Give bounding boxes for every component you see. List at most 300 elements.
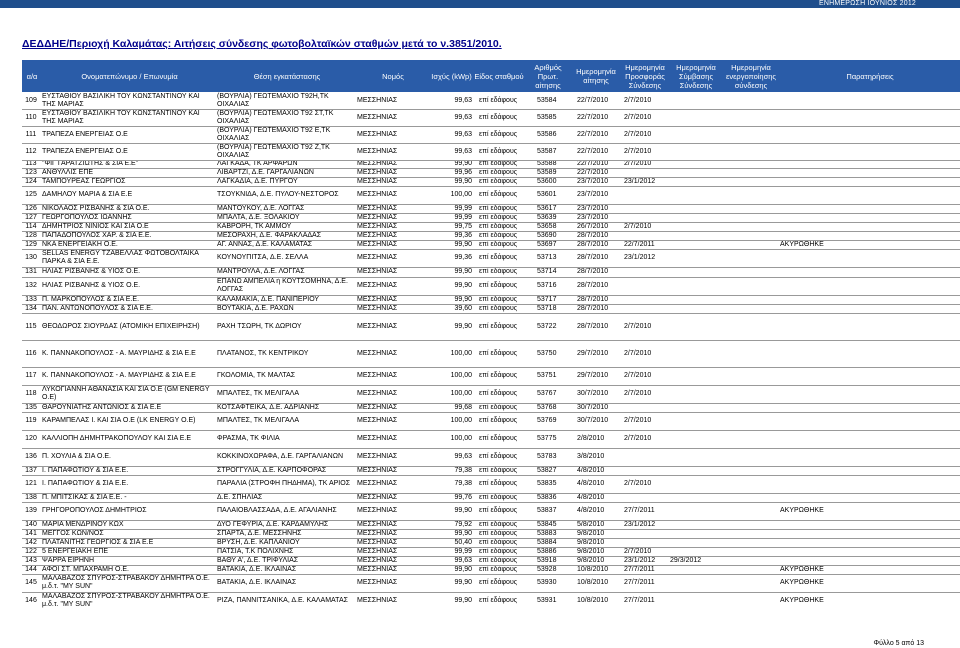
cell-power: 99,63 <box>454 130 472 138</box>
cell-notes <box>780 92 958 109</box>
cell-aa: 144 <box>25 565 37 573</box>
cell-type: επί εδάφους <box>479 507 518 514</box>
table-row <box>22 574 960 592</box>
cell-offer-date: 2/7/2010 <box>624 322 652 330</box>
cell-contract-date <box>670 313 720 340</box>
cell-app-date: 9/8/2010 <box>577 547 605 555</box>
cell-protocol: 53718 <box>537 304 557 312</box>
table-row <box>22 92 960 109</box>
cell-owner: ΤΑΜΠΟΥΡΕΑΣ ΓΕΩΡΓΙΟΣ <box>42 177 126 185</box>
cell-activation-date <box>722 502 778 520</box>
cell-protocol: 53658 <box>537 222 557 230</box>
cell-contract-date <box>670 267 720 277</box>
column-header-type: Είδος σταθμού <box>474 71 524 81</box>
cell-contract-date <box>670 304 720 313</box>
cell-activation-date <box>722 412 778 430</box>
cell-aa: 146 <box>25 597 37 604</box>
cell-power: 99,90 <box>454 240 472 248</box>
cell-owner: ΠΑΠΑΔΟΠΟΥΛΟΣ ΧΑΡ. & ΣΙΑ Ε.Ε. <box>42 231 152 239</box>
cell-aa: 116 <box>25 349 37 357</box>
cell-protocol: 53884 <box>537 538 557 546</box>
cell-prefecture: ΜΕΣΣΗΝΙΑΣ <box>357 390 398 397</box>
cell-power: 50,40 <box>454 538 472 546</box>
cell-prefecture: ΜΕΣΣΗΝΙΑΣ <box>357 493 398 501</box>
cell-owner: "ΦΙΓ ΓΑΡΑΤΖΙΩΤΗΣ & ΣΙΑ Ε.Ε" <box>42 160 139 167</box>
cell-activation-date <box>722 385 778 403</box>
cell-protocol: 53639 <box>537 213 557 221</box>
cell-offer-date <box>624 403 670 412</box>
cell-power: 99,63 <box>454 113 472 121</box>
cell-app-date: 4/8/2010 <box>577 507 605 514</box>
cell-location: ΜΠΑΛΤΕΣ, ΤΚ ΜΕΛΙΓΑΛΑ <box>217 390 299 397</box>
cell-type: επί εδάφους <box>479 453 518 460</box>
cell-aa: 130 <box>25 254 37 261</box>
cell-power: 99,63 <box>454 96 472 104</box>
table-row <box>22 204 960 213</box>
cell-owner: Κ. ΠΑΝΝΑΚΟΠΟΥΛΟΣ - Α. ΜΑΥΡΙΔΗΣ & ΣΙΑ Ε.Ε <box>42 349 196 357</box>
row-divider <box>22 340 960 341</box>
cell-activation-date <box>722 529 778 538</box>
cell-power: 39,60 <box>454 304 472 312</box>
cell-location: Δ.Ε. ΣΠΗΛΙΑΣ <box>217 493 263 501</box>
cell-notes <box>780 493 958 502</box>
cell-activation-date <box>722 126 778 143</box>
cell-owner: ΘΕΟΔΩΡΟΣ ΣΙΟΥΡΔΑΣ (ΑΤΟΜΙΚΗ ΕΠΙΧΕΙΡΗΣΗ) <box>42 322 200 330</box>
cell-protocol: 53751 <box>537 372 557 379</box>
cell-notes: ΑΚΥΡΩΘΗΚΕ <box>780 579 824 586</box>
cell-aa: 135 <box>25 403 37 411</box>
cell-protocol: 53589 <box>537 168 557 176</box>
cell-aa: 140 <box>25 520 37 528</box>
cell-prefecture: ΜΕΣΣΗΝΙΑΣ <box>357 268 398 275</box>
cell-aa: 128 <box>25 231 37 239</box>
row-divider <box>22 520 960 521</box>
row-divider <box>22 204 960 205</box>
table-row <box>22 231 960 240</box>
cell-prefecture: ΜΕΣΣΗΝΙΑΣ <box>357 435 398 442</box>
cell-offer-date <box>624 186 670 204</box>
row-divider <box>22 277 960 278</box>
cell-activation-date <box>722 475 778 493</box>
row-divider <box>22 295 960 296</box>
document-title: ΔΕΔΔΗΕ/Περιοχή Καλαμάτας: Αιτήσεις σύνδεσης φωτοβολταϊκών σταθμών μετά το ν.3851/2010. <box>22 38 502 50</box>
cell-offer-date: 2/7/2010 <box>624 435 652 442</box>
cell-protocol: 53886 <box>537 547 557 555</box>
cell-app-date: 22/7/2010 <box>577 96 609 104</box>
cell-prefecture: ΜΕΣΣΗΝΙΑΣ <box>357 565 398 573</box>
cell-app-date: 23/7/2010 <box>577 213 609 221</box>
cell-protocol: 53845 <box>537 520 557 528</box>
cell-contract-date <box>670 277 720 295</box>
table-row <box>22 109 960 126</box>
table-row <box>22 493 960 502</box>
cell-prefecture: ΜΕΣΣΗΝΙΑΣ <box>357 529 398 537</box>
table-row <box>22 592 960 610</box>
cell-protocol: 53588 <box>537 160 557 167</box>
cell-app-date: 4/8/2010 <box>577 480 605 487</box>
table-row <box>22 267 960 277</box>
cell-activation-date <box>722 160 778 168</box>
cell-app-date: 10/8/2010 <box>577 565 609 573</box>
cell-offer-date <box>624 529 670 538</box>
cell-activation-date <box>722 168 778 177</box>
cell-protocol: 53722 <box>537 322 557 330</box>
table-row <box>22 520 960 529</box>
cell-power: 99,90 <box>454 282 472 289</box>
cell-notes: ΑΚΥΡΩΘΗΚΕ <box>780 597 824 604</box>
cell-contract-date <box>670 177 720 186</box>
cell-prefecture: ΜΕΣΣΗΝΙΑΣ <box>357 191 398 198</box>
cell-type: επί εδάφους <box>479 231 518 239</box>
cell-notes <box>780 412 958 430</box>
cell-notes <box>780 556 958 565</box>
column-header-notes: Παρατηρήσεις <box>846 71 894 81</box>
cell-prefecture: ΜΕΣΣΗΝΙΑΣ <box>357 597 398 604</box>
cell-power: 99,36 <box>454 254 472 261</box>
table-row <box>22 222 960 231</box>
cell-app-date: 9/8/2010 <box>577 529 605 537</box>
cell-power: 99,90 <box>454 322 472 330</box>
cell-app-date: 9/8/2010 <box>577 556 605 564</box>
cell-location: ΒΑΤΑΚΙΑ, Δ.Ε. ΙΚΛΑΙΝΑΣ <box>217 579 297 586</box>
cell-offer-date: 27/7/2011 <box>624 579 655 586</box>
cell-contract-date <box>670 186 720 204</box>
row-divider <box>22 186 960 187</box>
cell-owner: ΔΗΜΗΤΡΙΟΣ ΝΙΝΙΟΣ ΚΑΙ ΣΙΑ Ο.Ε <box>42 222 149 230</box>
cell-location: (ΒΟΥΡΛΙΑ) ΓΕΩΤΕΜΑΧΙΟ Τ92 Ε,ΤΚ ΟΙΧΑΛΙΑΣ <box>217 126 331 142</box>
cell-aa: 133 <box>25 295 37 303</box>
cell-owner: Ι. ΠΑΠΑΦΩΤΙΟΥ & ΣΙΑ Ε.Ε. <box>42 480 129 487</box>
cell-activation-date <box>722 186 778 204</box>
cell-power: 99,99 <box>454 213 472 221</box>
cell-owner: ΑΝΘΥΛΛΙΣ ΕΠΕ <box>42 168 94 176</box>
cell-offer-date: 23/1/2012 <box>624 177 656 185</box>
cell-activation-date <box>722 367 778 385</box>
cell-notes <box>780 186 958 204</box>
cell-type: επί εδάφους <box>479 372 518 379</box>
cell-owner: ΕΥΣΤΑΘΙΟΥ ΒΑΣΙΛΙΚΗ ΤΟΥ ΚΩΝΣΤΑΝΤΙΝΟΥ ΚΑΙ ΤΗΣ ΜΑΡΙΑΣ <box>42 92 200 108</box>
cell-aa: 124 <box>25 177 37 185</box>
cell-offer-date: 2/7/2010 <box>624 390 652 397</box>
top-banner <box>0 0 960 8</box>
cell-activation-date <box>722 403 778 412</box>
cell-activation-date <box>722 240 778 249</box>
table-row <box>22 340 960 367</box>
cell-activation-date <box>722 448 778 466</box>
cell-type: επί εδάφους <box>479 160 518 167</box>
cell-prefecture: ΜΕΣΣΗΝΙΑΣ <box>357 556 398 564</box>
cell-aa: 114 <box>25 222 37 230</box>
cell-contract-date <box>670 231 720 240</box>
cell-prefecture: ΜΕΣΣΗΝΙΑΣ <box>357 295 398 303</box>
row-divider <box>22 547 960 548</box>
cell-location: (ΒΟΥΡΛΙΑ) ΓΕΩΤΕΜΑΧΙΟ Τ92Η,ΤΚ ΟΙΧΑΛΙΑΣ <box>217 92 329 108</box>
cell-power: 99,99 <box>454 547 472 555</box>
cell-app-date: 28/7/2010 <box>577 231 609 239</box>
cell-app-date: 28/7/2010 <box>577 304 609 312</box>
cell-notes <box>780 267 958 277</box>
cell-notes <box>780 403 958 412</box>
table-row <box>22 430 960 448</box>
cell-owner: ΚΑΡΑΜΠΕΛΑΣ Ι. ΚΑΙ ΣΙΑ Ο.Ε (LK ENERGY Ο.Ε) <box>42 417 196 424</box>
cell-prefecture: ΜΕΣΣΗΝΙΑΣ <box>357 372 398 379</box>
cell-notes <box>780 204 958 213</box>
cell-location: ΛΑΓΚΑΔΙΑ, Δ.Ε. ΠΥΡΓΟΥ <box>217 177 298 185</box>
table-row <box>22 502 960 520</box>
cell-location: ΜΑΝΤΟΥΚΟΥ, Δ.Ε. ΛΟΓΓΑΣ <box>217 204 305 212</box>
cell-aa: 139 <box>25 507 37 514</box>
row-divider <box>22 385 960 386</box>
cell-aa: 137 <box>25 466 37 474</box>
cell-notes <box>780 538 958 547</box>
cell-aa: 110 <box>25 113 37 121</box>
cell-protocol: 53586 <box>537 130 557 138</box>
cell-owner: ΝΙΚΟΛΑΟΣ ΡΙΣΒΑΝΗΣ & ΣΙΑ Ο.Ε. <box>42 204 150 212</box>
cell-power: 99,63 <box>454 147 472 155</box>
cell-prefecture: ΜΕΣΣΗΝΙΑΣ <box>357 579 398 586</box>
cell-owner: Ι. ΠΑΠΑΦΩΤΙΟΥ & ΣΙΑ Ε.Ε. <box>42 466 129 474</box>
cell-location: ΒΑΘΥ Α', Δ.Ε. ΤΡΙΦΥΛΙΑΣ <box>217 556 299 564</box>
cell-power: 99,68 <box>454 403 472 411</box>
cell-location: ΔΥΟ ΓΕΦΥΡΙΑ, Δ.Ε. ΚΑΡΔΑΜΥΛΗΣ <box>217 520 329 528</box>
table-row <box>22 466 960 475</box>
table-row <box>22 304 960 313</box>
cell-protocol: 53931 <box>537 597 557 604</box>
cell-notes <box>780 430 958 448</box>
cell-contract-date <box>670 143 720 160</box>
cell-contract-date <box>670 403 720 412</box>
cell-app-date: 30/7/2010 <box>577 390 609 397</box>
cell-location: ΚΑΒΡΟΡΗ, ΤΚ ΑΜΜΟΥ <box>217 222 292 230</box>
cell-activation-date <box>722 213 778 222</box>
cell-protocol: 53601 <box>537 191 557 198</box>
row-divider <box>22 109 960 110</box>
cell-activation-date <box>722 222 778 231</box>
cell-location: ΕΠΑΝΩ ΑΜΠΕΛΙΑ ή ΚΟΥΤΣΟΜΗΝΑ, Δ.Ε. ΛΟΓΓΑΣ <box>217 278 348 293</box>
column-header-activation-date: Ημερομηνία ενεργοποίησης σύνδεσης <box>725 62 776 90</box>
cell-type: επί εδάφους <box>479 529 518 537</box>
column-header-location: Θέση εγκατάστασης <box>253 71 321 81</box>
cell-location: ΜΠΑΛΤΑ, Δ.Ε. ΞΟΛΑΚΙΟΥ <box>217 213 300 221</box>
cell-contract-date <box>670 295 720 304</box>
cell-activation-date <box>722 277 778 295</box>
cell-aa: 120 <box>25 435 37 442</box>
cell-owner: ΤΡΑΠΕΖΑ ΕΝΕΡΓΕΙΑΣ Ο.Ε <box>42 130 128 138</box>
cell-type: επί εδάφους <box>479 349 518 357</box>
cell-protocol: 53775 <box>537 435 557 442</box>
cell-power: 99,90 <box>454 597 472 604</box>
cell-app-date: 28/7/2010 <box>577 254 609 261</box>
cell-contract-date <box>670 367 720 385</box>
cell-activation-date <box>722 547 778 556</box>
cell-activation-date <box>722 249 778 267</box>
cell-contract-date <box>670 529 720 538</box>
cell-type: επί εδάφους <box>479 579 518 586</box>
table-row <box>22 168 960 177</box>
cell-location: ΜΑΝΤΡΟΥΛΑ, Δ.Ε. ΛΟΓΓΑΣ <box>217 268 305 275</box>
cell-location: ΜΕΣΟΡΑΧΗ, Δ.Ε. ΦΑΡΑΚΛΑΔΑΣ <box>217 231 322 239</box>
cell-aa: 142 <box>25 538 37 546</box>
cell-offer-date <box>624 466 670 475</box>
cell-location: ΛΙΒΑΡΤΖΙ, Δ.Ε. ΓΑΡΓΑΛΙΑΝΩΝ <box>217 168 314 176</box>
cell-activation-date <box>722 143 778 160</box>
cell-prefecture: ΜΕΣΣΗΝΙΑΣ <box>357 349 398 357</box>
cell-prefecture: ΜΕΣΣΗΝΙΑΣ <box>357 466 398 474</box>
cell-power: 99,63 <box>454 453 472 460</box>
cell-protocol: 53783 <box>537 453 557 460</box>
cell-notes <box>780 222 958 231</box>
cell-offer-date <box>624 295 670 304</box>
cell-contract-date <box>670 204 720 213</box>
cell-prefecture: ΜΕΣΣΗΝΙΑΣ <box>357 177 398 185</box>
cell-location: ΚΟΤΣΑΦΤΕΪΚΑ, Δ.Ε. ΑΔΡΙΑΝΗΣ <box>217 403 320 411</box>
cell-activation-date <box>722 340 778 367</box>
cell-owner: 5 ΕΝΕΡΓΕΙΑΚΗ ΕΠΕ <box>42 547 109 555</box>
cell-protocol: 53587 <box>537 147 557 155</box>
cell-offer-date <box>624 277 670 295</box>
cell-protocol: 53836 <box>537 493 557 501</box>
cell-offer-date <box>624 204 670 213</box>
table-row <box>22 160 960 168</box>
cell-aa: 121 <box>25 480 37 487</box>
cell-contract-date <box>670 168 720 177</box>
cell-location: ΠΑΛΑΙΟΒΛΑΣΣΑΔΑ, Δ.Ε. ΑΓΑΛΙΑΝΗΣ <box>217 507 337 514</box>
cell-app-date: 29/7/2010 <box>577 349 609 357</box>
cell-aa: 132 <box>25 282 37 289</box>
cell-aa: 126 <box>25 204 37 212</box>
cell-protocol: 53690 <box>537 231 557 239</box>
cell-location: ΚΑΛΑΜΑΚΙΑ, Δ.Ε. ΠΑΝΙΠΕΡΙΟΥ <box>217 295 320 303</box>
cell-owner: ΕΥΣΤΑΘΙΟΥ ΒΑΣΙΛΙΚΗ ΤΟΥ ΚΩΝΣΤΑΝΤΙΝΟΥ ΚΑΙ ΤΗΣ ΜΑΡΙΑΣ <box>42 109 200 125</box>
cell-power: 79,92 <box>454 520 472 528</box>
cell-app-date: 28/7/2010 <box>577 268 609 275</box>
cell-aa: 109 <box>25 96 37 104</box>
cell-power: 99,90 <box>454 565 472 573</box>
cell-offer-date: 22/7/2011 <box>624 240 655 248</box>
cell-offer-date: 2/7/2010 <box>624 113 652 121</box>
cell-offer-date: 2/7/2010 <box>624 349 652 357</box>
cell-location: ΡΙΖΑ, ΠΑΝΝΙΤΣΑΝΙΚΑ, Δ.Ε. ΚΑΛΑΜΑΤΑΣ <box>217 597 348 604</box>
row-divider <box>22 367 960 368</box>
cell-contract-date <box>670 448 720 466</box>
cell-owner: ΛΥΚΟΓΙΑΝΝΗ ΑΘΑΝΑΣΙΑ ΚΑΙ ΣΙΑ Ο.Ε (GM ENERGY Ο.Ε) <box>42 386 210 401</box>
cell-prefecture: ΜΕΣΣΗΝΙΑΣ <box>357 147 398 155</box>
row-divider <box>22 143 960 144</box>
cell-power: 99,99 <box>454 204 472 212</box>
cell-owner: ΓΕΩΡΓΟΠΟΥΛΟΣ ΙΩΑΝΝΗΣ <box>42 213 132 221</box>
cell-offer-date: 27/7/2011 <box>624 597 655 604</box>
row-divider <box>22 529 960 530</box>
cell-location: ΓΚΟΛΟΜΙΑ, ΤΚ ΜΑΛΤΑΣ <box>217 372 296 379</box>
row-divider <box>22 126 960 127</box>
cell-power: 100,00 <box>450 349 472 357</box>
cell-aa: 127 <box>25 213 37 221</box>
cell-offer-date: 2/7/2010 <box>624 417 652 424</box>
cell-type: επί εδάφους <box>479 295 518 303</box>
cell-prefecture: ΜΕΣΣΗΝΙΑΣ <box>357 160 398 167</box>
cell-aa: 111 <box>25 130 37 138</box>
table-row <box>22 213 960 222</box>
cell-app-date: 22/7/2010 <box>577 168 609 176</box>
row-divider <box>22 160 960 161</box>
cell-type: επί εδάφους <box>479 204 518 212</box>
cell-type: επί εδάφους <box>479 547 518 555</box>
cell-notes <box>780 231 958 240</box>
cell-type: επί εδάφους <box>479 466 518 474</box>
page-counter: Φύλλο 5 από 13 <box>873 640 924 647</box>
cell-owner: ΤΡΑΠΕΖΑ ΕΝΕΡΓΕΙΑΣ Ο.Ε <box>42 147 128 155</box>
cell-owner: Π. ΜΠΙΤΣΙΚΑΣ & ΣΙΑ Ε.Ε. - <box>42 493 127 501</box>
cell-notes <box>780 177 958 186</box>
cell-prefecture: ΜΕΣΣΗΝΙΑΣ <box>357 453 398 460</box>
row-divider <box>22 249 960 250</box>
cell-activation-date <box>722 92 778 109</box>
cell-type: επί εδάφους <box>479 520 518 528</box>
cell-type: επί εδάφους <box>479 480 518 487</box>
cell-offer-date: 23/1/2012 <box>624 254 656 261</box>
cell-offer-date: 27/7/2011 <box>624 507 655 514</box>
cell-app-date: 28/7/2010 <box>577 282 609 289</box>
table-row <box>22 403 960 412</box>
cell-contract-date <box>670 574 720 592</box>
cell-power: 99,96 <box>454 168 472 176</box>
cell-offer-date: 2/7/2010 <box>624 147 652 155</box>
cell-contract-date: 29/3/2012 <box>670 556 702 564</box>
row-divider <box>22 493 960 494</box>
cell-aa: 134 <box>25 304 37 312</box>
cell-app-date: 9/8/2010 <box>577 538 605 546</box>
cell-notes <box>780 126 958 143</box>
cell-contract-date <box>670 109 720 126</box>
cell-app-date: 30/7/2010 <box>577 417 609 424</box>
cell-aa: 115 <box>25 322 37 330</box>
cell-contract-date <box>670 92 720 109</box>
cell-contract-date <box>670 222 720 231</box>
cell-prefecture: ΜΕΣΣΗΝΙΑΣ <box>357 254 398 261</box>
row-divider <box>22 313 960 314</box>
cell-owner: ΗΛΙΑΣ ΡΙΣΒΑΝΗΣ & ΥΙΟΣ Ο.Ε. <box>42 282 141 289</box>
cell-owner: ΜΕΓΓΟΣ ΚΩΝ/ΝΟΣ <box>42 529 104 537</box>
cell-contract-date <box>670 538 720 547</box>
table-row <box>22 295 960 304</box>
table-row <box>22 186 960 204</box>
cell-notes <box>780 143 958 160</box>
table-row <box>22 277 960 295</box>
cell-offer-date <box>624 493 670 502</box>
cell-power: 99,90 <box>454 507 472 514</box>
cell-location: ΤΣΟΥΚΝΙΔΑ, Δ.Ε. ΠΥΛΟΥ-ΝΕΣΤΟΡΟΣ <box>217 191 339 198</box>
cell-aa: 112 <box>25 147 37 155</box>
table-header <box>22 60 960 92</box>
table-row <box>22 556 960 565</box>
cell-aa: 122 <box>25 547 37 555</box>
row-divider <box>22 222 960 223</box>
cell-notes <box>780 109 958 126</box>
cell-owner: ΗΛΙΑΣ ΡΙΣΒΑΝΗΣ & ΥΙΟΣ Ο.Ε. <box>42 268 141 275</box>
cell-aa: 117 <box>25 372 37 379</box>
cell-app-date: 22/7/2010 <box>577 113 609 121</box>
cell-prefecture: ΜΕΣΣΗΝΙΑΣ <box>357 538 398 546</box>
cell-protocol: 53617 <box>537 204 557 212</box>
cell-activation-date <box>722 538 778 547</box>
cell-app-date: 29/7/2010 <box>577 372 609 379</box>
cell-owner: ΨΑΡΡΑ ΕΙΡΗΝΗ <box>42 556 95 564</box>
row-divider <box>22 168 960 169</box>
cell-activation-date <box>722 109 778 126</box>
cell-protocol: 53717 <box>537 295 557 303</box>
column-header-power: Ισχύς (kWp) <box>431 71 472 81</box>
cell-protocol: 53713 <box>537 254 557 261</box>
